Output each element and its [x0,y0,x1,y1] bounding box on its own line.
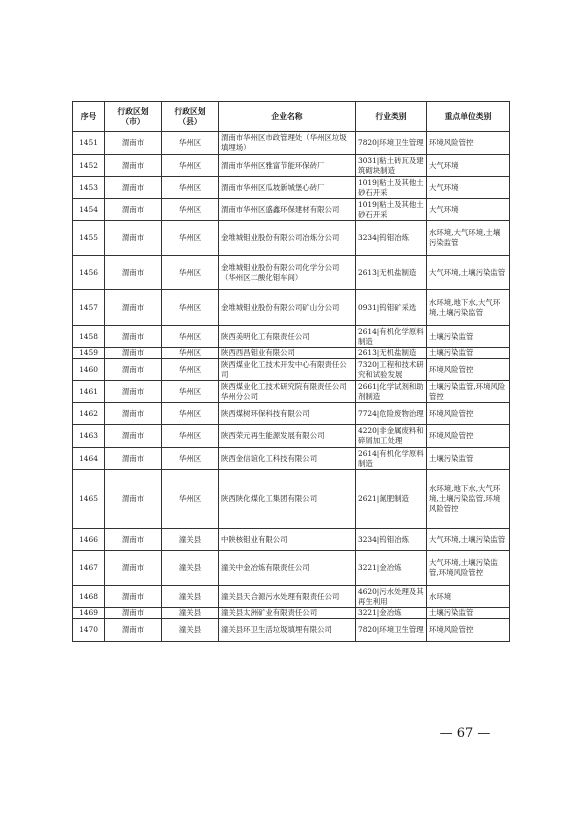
cell-company: 陕西煤业化工技术研究院有限责任公司华州分公司 [219,381,356,403]
cell-company: 渭南市华州区市政管理处（华州区垃圾填埋场） [219,132,356,155]
table-row [73,403,510,425]
cell-serial: 1469 [73,608,105,619]
cell-city: 渭南市 [105,425,162,448]
cell-serial: 1462 [73,403,105,425]
cell-county: 潼关县 [162,586,219,608]
cell-county: 潼关县 [162,608,219,619]
cell-city: 渭南市 [105,132,162,155]
cell-industry: 2613|无机盐制造 [356,348,427,359]
cell-industry: 3234|钨钼冶炼 [356,529,427,551]
cell-serial: 1465 [73,470,105,529]
table-row [73,132,510,155]
cell-company: 金堆城钼业股份有限公司化学分公司（华州区二酸化钼车间） [219,256,356,290]
cell-county: 华州区 [162,155,219,177]
cell-industry: 4220|非金属废料和碎屑加工处理 [356,425,427,448]
cell-industry: 7820|环境卫生管理 [356,132,427,155]
cell-industry: 3031|粘土砖瓦及建筑砌块制造 [356,155,427,177]
cell-city: 渭南市 [105,199,162,221]
cell-serial: 1454 [73,199,105,221]
cell-company: 中陕核钼业有限公司 [219,529,356,551]
cell-industry: 7820|环境卫生管理 [356,619,427,642]
cell-company: 潼关县环卫生活垃圾填埋有限公司 [219,619,356,642]
cell-category: 土壤污染监管,环境风险管控 [427,381,510,403]
enterprise-table [72,101,510,642]
cell-category: 大气环境,土壤污染监管 [427,256,510,290]
cell-county: 华州区 [162,448,219,470]
cell-city: 渭南市 [105,326,162,348]
cell-county: 华州区 [162,326,219,348]
header-county: 行政区划 （县） [162,102,219,132]
cell-county: 潼关县 [162,529,219,551]
cell-serial: 1470 [73,619,105,642]
cell-industry: 2613|无机盐制造 [356,256,427,290]
cell-serial: 1460 [73,359,105,381]
cell-category: 水环境,大气环境,土壤污染监管 [427,221,510,256]
table-row [73,448,510,470]
cell-industry: 2614|有机化学原料制造 [356,448,427,470]
cell-county: 华州区 [162,256,219,290]
header-city: 行政区划 （市） [105,102,162,132]
header-category: 重点单位类别 [427,102,510,132]
cell-county: 华州区 [162,381,219,403]
cell-city: 渭南市 [105,381,162,403]
table-row [73,619,510,642]
cell-company: 陕西西昌钼业有限公司 [219,348,356,359]
cell-category: 土壤污染监管 [427,448,510,470]
table-row [73,381,510,403]
cell-city: 渭南市 [105,256,162,290]
cell-company: 陕西荣元再生能源发展有限公司 [219,425,356,448]
cell-county: 潼关县 [162,619,219,642]
cell-city: 渭南市 [105,551,162,586]
cell-industry: 7320|工程和技术研究和试验发展 [356,359,427,381]
cell-category: 土壤污染监管 [427,608,510,619]
cell-serial: 1457 [73,290,105,326]
cell-company: 潼关中金冶炼有限责任公司 [219,551,356,586]
cell-company: 陕西美明化工有限责任公司 [219,326,356,348]
cell-category: 大气环境 [427,177,510,199]
cell-industry: 2614|有机化学原料制造 [356,326,427,348]
cell-category: 水环境,地下水,大气环境,土壤污染监管 [427,290,510,326]
cell-industry: 2661|化学试剂和助剂制造 [356,381,427,403]
cell-county: 华州区 [162,221,219,256]
cell-category: 环境风险管控 [427,132,510,155]
cell-company: 潼关县天合源污水处理有限责任公司 [219,586,356,608]
cell-category: 环境风险管控 [427,403,510,425]
cell-county: 华州区 [162,132,219,155]
cell-city: 渭南市 [105,221,162,256]
cell-county: 华州区 [162,199,219,221]
table-row [73,551,510,586]
cell-city: 渭南市 [105,348,162,359]
cell-industry: 1019|粘土及其他土砂石开采 [356,199,427,221]
cell-county: 华州区 [162,403,219,425]
cell-serial: 1458 [73,326,105,348]
table-row [73,359,510,381]
table-row [73,348,510,359]
cell-category: 水环境,地下水,大气环境,土壤污染监管,环境风险管控 [427,470,510,529]
cell-serial: 1453 [73,177,105,199]
cell-county: 华州区 [162,290,219,326]
cell-serial: 1455 [73,221,105,256]
table-row [73,155,510,177]
cell-category: 大气环境 [427,155,510,177]
cell-category: 大气环境,土壤污染监管,环境风险管控 [427,551,510,586]
cell-industry: 3234|钨钼冶炼 [356,221,427,256]
cell-county: 华州区 [162,359,219,381]
cell-company: 陕西陕化煤化工集团有限公司 [219,470,356,529]
cell-category: 环境风险管控 [427,619,510,642]
cell-industry: 3221|金冶炼 [356,551,427,586]
cell-serial: 1461 [73,381,105,403]
cell-serial: 1466 [73,529,105,551]
table-row [73,470,510,529]
cell-serial: 1468 [73,586,105,608]
cell-category: 环境风险管控 [427,425,510,448]
cell-category: 大气环境,土壤污染监管 [427,529,510,551]
table-row [73,290,510,326]
table-row [73,199,510,221]
cell-industry: 2621|氮肥制造 [356,470,427,529]
cell-city: 渭南市 [105,529,162,551]
cell-industry: 0931|钨钼矿采选 [356,290,427,326]
cell-city: 渭南市 [105,290,162,326]
cell-city: 渭南市 [105,586,162,608]
cell-county: 华州区 [162,425,219,448]
cell-category: 大气环境 [427,199,510,221]
table-row [73,586,510,608]
table-header-row [73,102,510,132]
header-company: 企业名称 [219,102,356,132]
cell-city: 渭南市 [105,155,162,177]
cell-serial: 1452 [73,155,105,177]
cell-serial: 1456 [73,256,105,290]
table-row [73,177,510,199]
cell-category: 环境风险管控 [427,359,510,381]
cell-category: 水环境 [427,586,510,608]
cell-county: 华州区 [162,177,219,199]
cell-city: 渭南市 [105,619,162,642]
cell-city: 渭南市 [105,470,162,529]
cell-category: 土壤污染监管 [427,348,510,359]
table-row [73,221,510,256]
table-row [73,529,510,551]
table-row [73,425,510,448]
cell-company: 金堆城钼业股份有限公司矿山分公司 [219,290,356,326]
header-industry: 行业类别 [356,102,427,132]
cell-city: 渭南市 [105,403,162,425]
table-row [73,608,510,619]
cell-county: 华州区 [162,348,219,359]
cell-serial: 1464 [73,448,105,470]
table-body [73,132,510,642]
cell-company: 陕西煤树环保科技有限公司 [219,403,356,425]
cell-company: 潼关县太洲矿业有限责任公司 [219,608,356,619]
cell-city: 渭南市 [105,448,162,470]
cell-company: 渭南市华州区雅富节能环保砖厂 [219,155,356,177]
cell-category: 土壤污染监管 [427,326,510,348]
cell-company: 渭南市华州区盛鑫环保建材有限公司 [219,199,356,221]
cell-company: 陕西煤业化工技术开发中心有限责任公司 [219,359,356,381]
cell-industry: 1019|粘土及其他土砂石开采 [356,177,427,199]
cell-serial: 1467 [73,551,105,586]
cell-industry: 7724|危险废物治理 [356,403,427,425]
cell-industry: 4620|污水处理及其再生利用 [356,586,427,608]
table-row [73,326,510,348]
cell-serial: 1463 [73,425,105,448]
cell-company: 陕西金信谊化工科技有限公司 [219,448,356,470]
cell-serial: 1451 [73,132,105,155]
cell-county: 潼关县 [162,551,219,586]
cell-company: 金堆城钼业股份有限公司冶炼分公司 [219,221,356,256]
cell-city: 渭南市 [105,359,162,381]
cell-company: 渭南市华州区瓜坡新城堡心砖厂 [219,177,356,199]
header-serial: 序号 [73,102,105,132]
cell-city: 渭南市 [105,177,162,199]
page-number: — 67 — [439,726,491,741]
cell-serial: 1459 [73,348,105,359]
cell-county: 华州区 [162,470,219,529]
cell-city: 渭南市 [105,608,162,619]
table-row [73,256,510,290]
cell-industry: 3221|金冶炼 [356,608,427,619]
